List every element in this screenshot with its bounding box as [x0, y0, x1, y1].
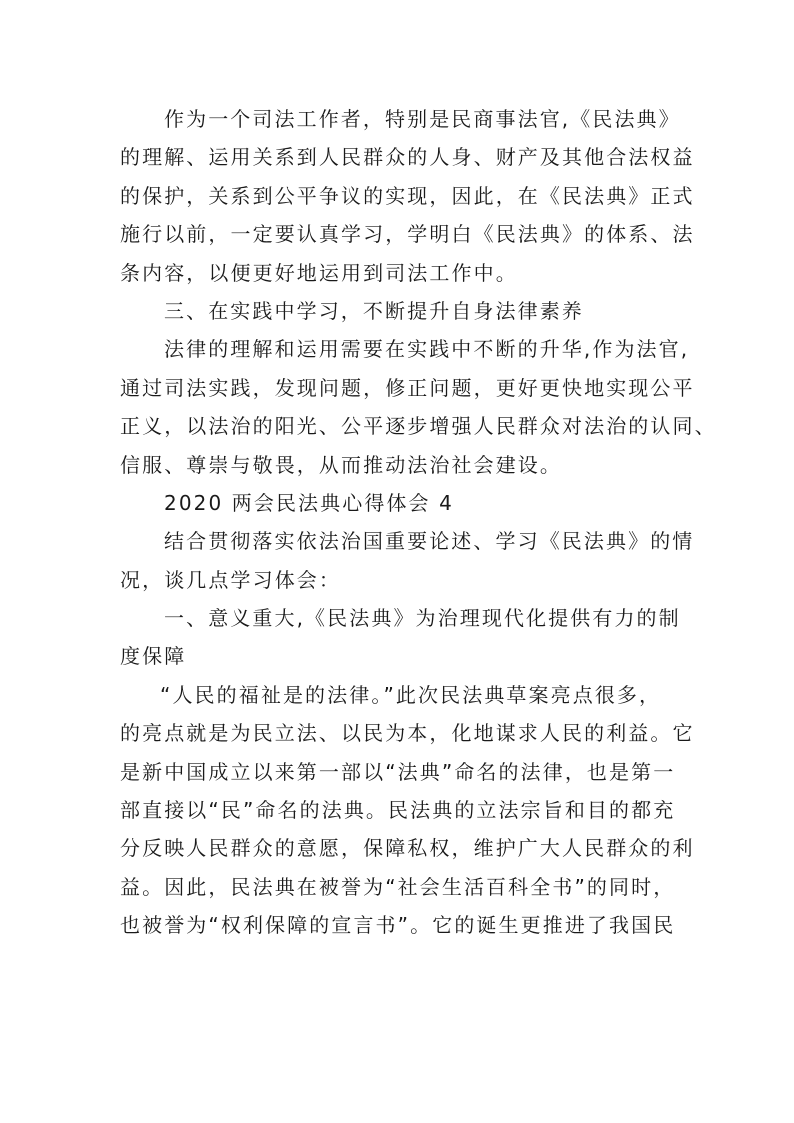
paragraph-line: “人民的福祉是的法律。”此次民法典草案亮点很多， [160, 682, 662, 707]
paragraph-line: 分反映人民群众的意愿，保障私权，维护广大人民群众的利 [120, 836, 695, 861]
paragraph-line: 益。因此，民法典在被誉为“社会生活百科全书”的同时， [120, 874, 676, 899]
section-heading: 一、意义重大,《民法典》为治理现代化提供有力的制 [164, 606, 681, 631]
paragraph-line: 施行以前，一定要认真学习，学明白《民法典》的体系、法 [120, 222, 695, 247]
paragraph-line: 的保护，关系到公平争议的实现，因此，在《民法典》正式 [120, 183, 695, 208]
paragraph-line: 正义，以法治的阳光、公平逐步增强人民群众对法治的认同、 [120, 414, 717, 439]
section-heading-continuation: 度保障 [120, 644, 187, 669]
section-heading: 三、在实践中学习，不断提升自身法律素养 [164, 298, 584, 323]
paragraph-line: 的亮点就是为民立法、以民为本，化地谋求人民的利益。它 [120, 721, 695, 746]
paragraph-line: 也被誉为“权利保障的宣言书”。它的诞生更推进了我国民 [120, 913, 676, 938]
paragraph-line: 通过司法实践，发现问题，修正问题，更好更快地实现公平 [120, 375, 695, 400]
paragraph-line: 法律的理解和运用需要在实践中不断的升华,作为法官, [164, 337, 690, 362]
document-body [120, 100, 717, 945]
article-title: 2020 两会民法典心得体会 4 [164, 490, 454, 515]
paragraph-line: 是新中国成立以来第一部以“法典”命名的法律，也是第一 [120, 759, 676, 784]
paragraph-line: 况，谈几点学习体会： [120, 567, 341, 592]
paragraph-line: 的理解、运用关系到人民群众的人身、财产及其他合法权益 [120, 145, 695, 170]
paragraph-line: 部直接以“民”命名的法典。民法典的立法宗旨和目的都充 [120, 798, 676, 823]
paragraph-line: 信服、尊崇与敬畏，从而推动法治社会建设。 [120, 452, 562, 477]
paragraph-line: 作为一个司法工作者，特别是民商事法官,《民法典》 [164, 107, 681, 131]
paragraph-line: 条内容，以便更好地运用到司法工作中。 [120, 260, 518, 285]
paragraph-line: 结合贯彻落实依法治国重要论述、学习《民法典》的情 [164, 529, 695, 554]
